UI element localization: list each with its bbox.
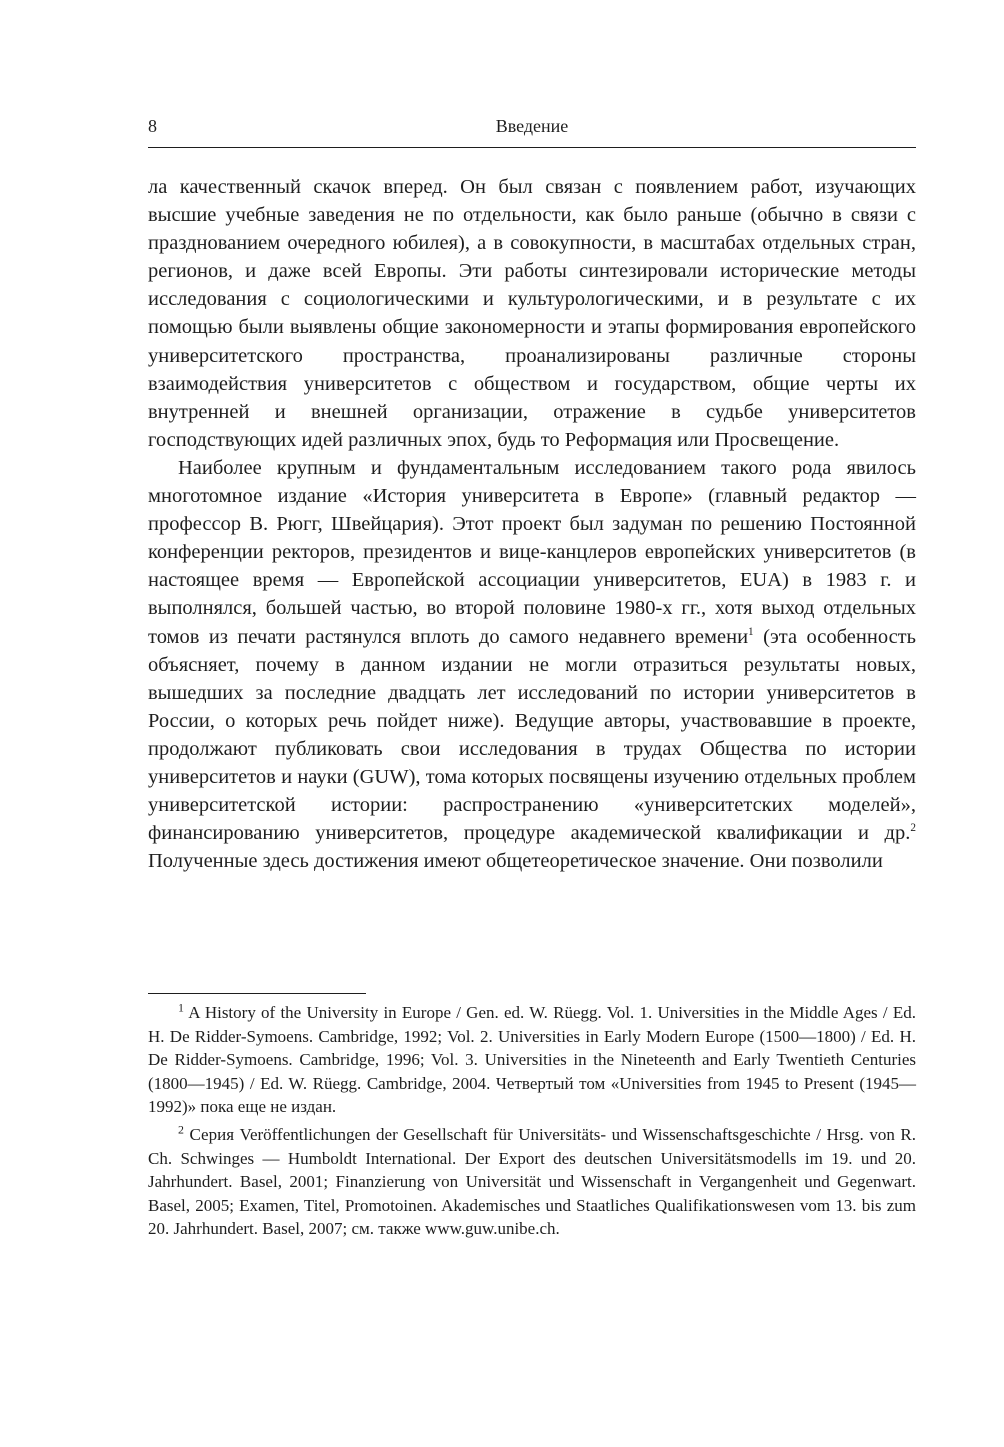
footnotes bbox=[148, 1001, 916, 1241]
footnote-reference-1: 1 bbox=[748, 625, 754, 638]
main-text bbox=[148, 173, 916, 875]
footnote-separator bbox=[148, 993, 366, 994]
page-number: 8 bbox=[148, 116, 157, 136]
paragraph-2-text-a: Наиболее крупным и фундаментальным исследованием такого рода явилось многотомное издание «История университета в Европе» (главный редактор — профессор В. Рюгг, Швейцария). Этот проект был задуман по решению Постоянной конференции ректоров, президентов и вице-канцлеров европейских университетов (в настоящее время — Европейской ассоциации университетов, EUA) в 1983 г. и выполнялся, большей частью, во второй половине 1980-х гг., хотя выход отдельных томов из печати растянулся вплоть до самого недавнего времени bbox=[148, 456, 916, 648]
paragraph-2-text-c: Полученные здесь достижения имеют общетеоретическое значение. Они позволили bbox=[148, 850, 883, 873]
footnote-1 bbox=[148, 1001, 916, 1119]
paragraph-2 bbox=[148, 454, 916, 875]
running-title: Введение bbox=[495, 116, 569, 136]
footnote-text: Серия Veröffentlichungen der Gesellschaft für Universitäts- und Wissenschaftsgeschichte / Hrsg. von R. Ch. Schwinges — Humboldt International. Der Export des deutschen Universitätsmodells im 19. und 20. Jahrhundert. Basel, 2001; Finanzierung von Universität und Wissenschaft in Vergangenheit und Gegenwart. Basel, 2005; Examen, Titel, Promotoinen. Akademisches und Staatliches Qualifikationswesen vom 13. bis zum 20. Jahrhundert. Basel, 2007; см. также www.guw.unibe.ch. bbox=[148, 1124, 917, 1239]
footnote-number: 1 bbox=[178, 1000, 184, 1015]
footnote-2 bbox=[148, 1123, 916, 1241]
footnote-reference-2: 2 bbox=[910, 822, 916, 835]
paragraph-1: ла качественный скачок вперед. Он был связан с появлением работ, изучающих высшие учебные заведения не по отдельности, как было раньше (обычно в связи с празднованием очередного юбилея), а в совокупности, в масштабах отдельных стран, регионов, и даже всей Европы. Эти работы синтезировали исторические методы исследования с социологическими и культурологическими, и в результате с их помощью были выявлены общие закономерности и этапы формирования европейского университетского пространства, проанализированы различные стороны взаимодействия университетов с обществом и государством, общие черты их внутренней и внешней организации, отражение в судьбе университетов господствующих идей различных эпох, будь то Реформация или Просвещение. bbox=[148, 176, 916, 451]
footnote-text: A History of the University in Europe / Gen. ed. W. Rüegg. Vol. 1. Universities in the Middle Ages / Ed. H. De Ridder-Symoens. Cambridge, 1992; Vol. 2. Universities in Early Modern Europe (1500—1800) / Ed. H. De Ridder-Symoens. Cambridge, 1996; Vol. 3. Universities in the Nineteenth and Early Twentieth Centuries (1800—1945) / Ed. W. Rüegg. Cambridge, 2004. Четвертый том «Universities from 1945 to Present (1945—1992)» пока еще не издан. bbox=[148, 1003, 916, 1117]
paragraph-2-text-b: (эта особенность объясняет, почему в данном издании не могли отразиться результаты новых, вышедших за последние двадцать лет исследований по истории университетов в России, о которых речь пойдет ниже). Ведущие авторы, участвовавшие в проекте, продолжают публиковать свои исследования в трудах Общества по истории университетов и науки (GUW), тома которых посвящены изучению отдельных проблем университетской истории: распространению «университетских моделей», финансированию университетов, процедуре академической квалификации и др. bbox=[148, 625, 916, 845]
header-rule bbox=[148, 147, 916, 148]
footnote-number: 2 bbox=[178, 1122, 184, 1137]
running-header bbox=[148, 113, 916, 139]
